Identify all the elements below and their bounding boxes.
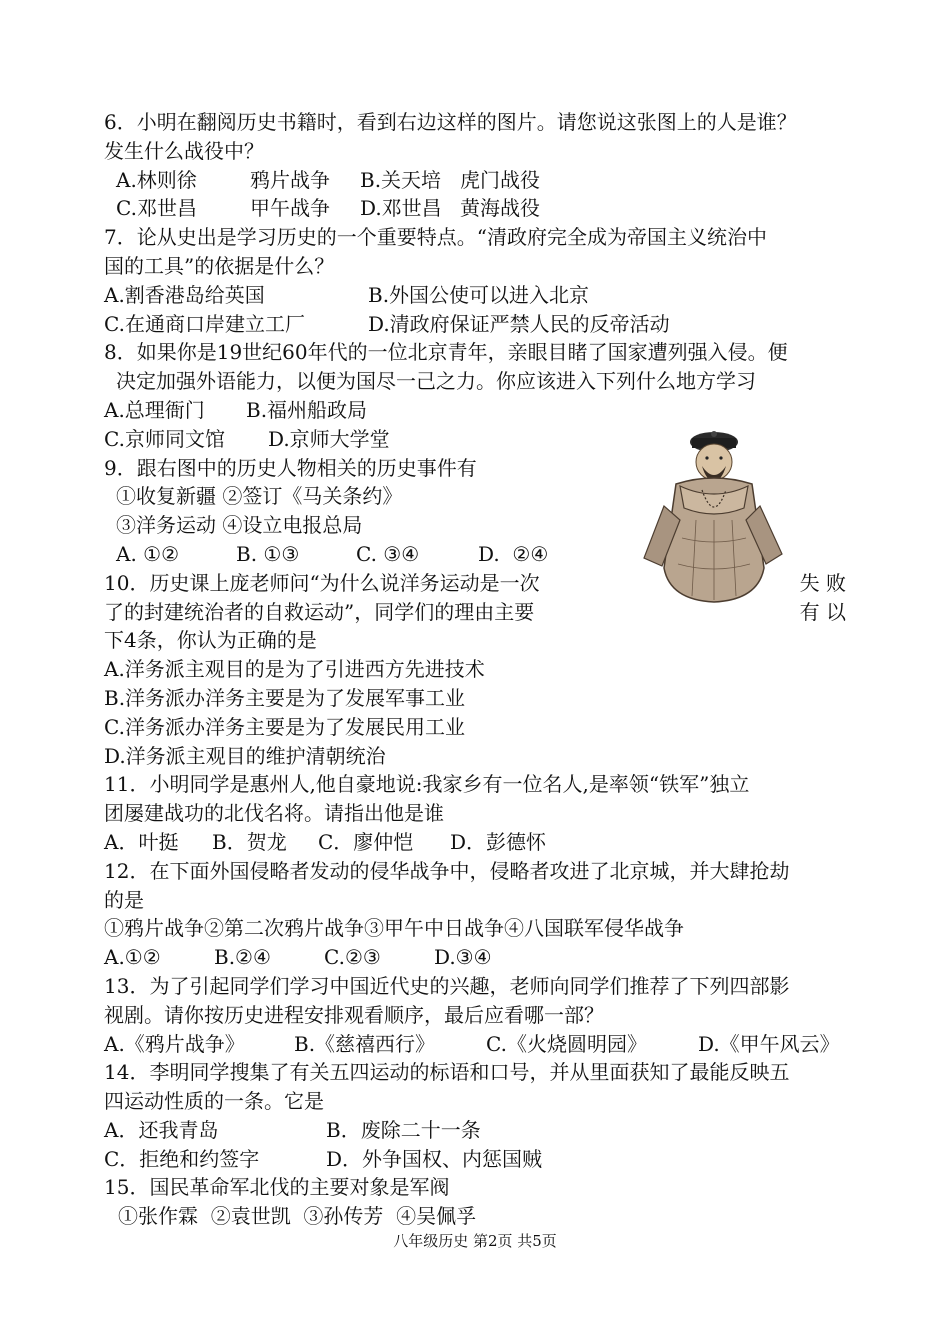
q7-option-c: C.在通商口岸建立工厂 [104,311,305,336]
q12-option-a: A.①② [104,945,161,970]
q9-stem: 9．跟右图中的历史人物相关的历史事件有 [104,455,477,480]
q6-option-d-event: 黄海战役 [460,196,540,221]
q6-option-d: D.邓世昌 [360,196,442,221]
q6-options-cd [104,194,846,223]
q8-stem-line2: 决定加强外语能力，以便为国尽一己之力。你应该进入下列什么地方学习 [116,369,756,394]
q6-options-ab [104,166,846,195]
q7-stem-line1: 7．论从史出是学习历史的一个重要特点。“清政府完全成为帝国主义统治中 [104,225,767,250]
q10-stem-line2-left: 了的封建统治者的自救运动”，同学们的理由主要 [104,599,535,624]
q10-stem-line1-right: 失 败 [799,570,846,595]
q14-options-ab [104,1116,846,1145]
q12-option-d: D.③④ [434,945,492,970]
q7-options-ab [104,281,846,310]
q11-option-d: D．彭德怀 [450,829,547,854]
q11-option-c: C．廖仲恺 [318,829,414,854]
q6-option-c-event: 甲午战争 [250,196,330,221]
q11-option-b: B．贺龙 [212,829,287,854]
q8-options-ab [104,396,846,425]
q14-stem-line1: 14．李明同学搜集了有关五四运动的标语和口号，并从里面获知了最能反映五 [104,1060,790,1085]
q13-option-d: D.《甲午风云》 [698,1031,840,1056]
page-footer: 八年级历史 第2页 共5页 [393,1232,557,1250]
q8-option-a: A.总理衙门 [104,397,205,422]
q9-option-c: C. ③④ [356,541,420,566]
q7-stem-line2: 国的工具”的依据是什么？ [104,253,335,278]
q11-stem-line1: 11．小明同学是惠州人,他自豪地说:我家乡有一位名人,是率领“铁军”独立 [104,772,750,797]
q6-option-a-event: 鸦片战争 [250,167,330,192]
q7-options-cd [104,310,846,339]
q14-option-a: A．还我青岛 [104,1117,219,1142]
q8-option-c: C.京师同文馆 [104,426,225,451]
historical-figure-portrait [636,428,788,604]
q6-option-a: A.林则徐 [116,167,197,192]
q9-option-b: B. ①③ [236,541,300,566]
q11-option-a: A．叶挺 [104,829,179,854]
q14-option-b: B．废除二十一条 [326,1117,481,1142]
q14-options-cd [104,1145,846,1174]
q8-option-b: B.福州船政局 [246,397,368,422]
q12-options [104,943,846,972]
exam-page [104,108,846,1231]
q10-stem-line3: 下4条，你认为正确的是 [104,628,317,653]
q11-stem-line2: 团屡建战功的北伐名将。请指出他是谁 [104,801,444,826]
q6-option-b: B.关天培 [360,167,442,192]
q12-option-c: C.②③ [324,945,381,970]
q14-option-d: D．外争国权、内惩国贼 [326,1146,543,1171]
q13-stem-line2: 视剧。请你按历史进程安排观看顺序，最后应看哪一部？ [104,1002,604,1027]
q10-option-d: D.洋务派主观目的维护清朝统治 [104,743,386,768]
q10-option-a: A.洋务派主观目的是为了引进西方先进技术 [104,657,485,682]
q15-stem: 15．国民革命军北伐的主要对象是军阀 [104,1175,450,1200]
q10-option-c: C.洋务派办洋务主要是为了发展民用工业 [104,714,465,739]
q7-option-a: A.割香港岛给英国 [104,282,265,307]
q14-option-c: C．拒绝和约签字 [104,1146,260,1171]
q7-option-b: B.外国公使可以进入北京 [368,282,590,307]
q10-option-b: B.洋务派办洋务主要是为了发展军事工业 [104,685,466,710]
q9-option-a: A. ①② [116,541,180,566]
q6-option-c: C.邓世昌 [116,196,197,221]
q6-option-b-event: 虎门战役 [460,167,540,192]
q9-items-line1: ①收复新疆 ②签订《马关条约》 [116,484,403,509]
q14-stem-line2: 四运动性质的一条。它是 [104,1089,324,1114]
q12-stem-line2: 的是 [104,887,144,912]
q13-options [104,1030,846,1059]
q6-stem-line1: 6．小明在翻阅历史书籍时，看到右边这样的图片。请您说这张图上的人是谁？ [104,110,797,134]
q10-stem-line1-left: 10．历史课上庞老师问“为什么说洋务运动是一次 [104,570,540,595]
q12-items: ①鸦片战争②第二次鸦片战争③甲午中日战争④八国联军侵华战争 [104,916,684,941]
q11-options [104,828,846,857]
q8-stem-line1: 8．如果你是19世纪60年代的一位北京青年，亲眼目睹了国家遭列强入侵。便 [104,340,788,365]
q13-option-a: A.《鸦片战争》 [104,1031,245,1056]
q15-items: ①张作霖 ②袁世凯 ③孙传芳 ④吴佩孚 [118,1204,477,1229]
q8-option-d: D.京师大学堂 [268,426,390,451]
q7-option-d: D.清政府保证严禁人民的反帝活动 [368,311,670,336]
q12-stem-line1: 12．在下面外国侵略者发动的侵华战争中，侵略者攻进了北京城，并大肆抢劫 [104,858,790,883]
q13-stem-line1: 13．为了引起同学们学习中国近代史的兴趣，老师向同学们推荐了下列四部影 [104,973,790,998]
q10-stem-line2-right: 有 以 [799,599,846,624]
q13-option-b: B.《慈禧西行》 [294,1031,436,1056]
q9-items-line2: ③洋务运动 ④设立电报总局 [116,513,363,538]
q13-option-c: C.《火烧圆明园》 [486,1031,647,1056]
q9-option-d: D. ②④ [478,541,549,566]
q6-stem-line2: 发生什么战役中？ [104,138,264,163]
q12-option-b: B.②④ [214,945,271,970]
